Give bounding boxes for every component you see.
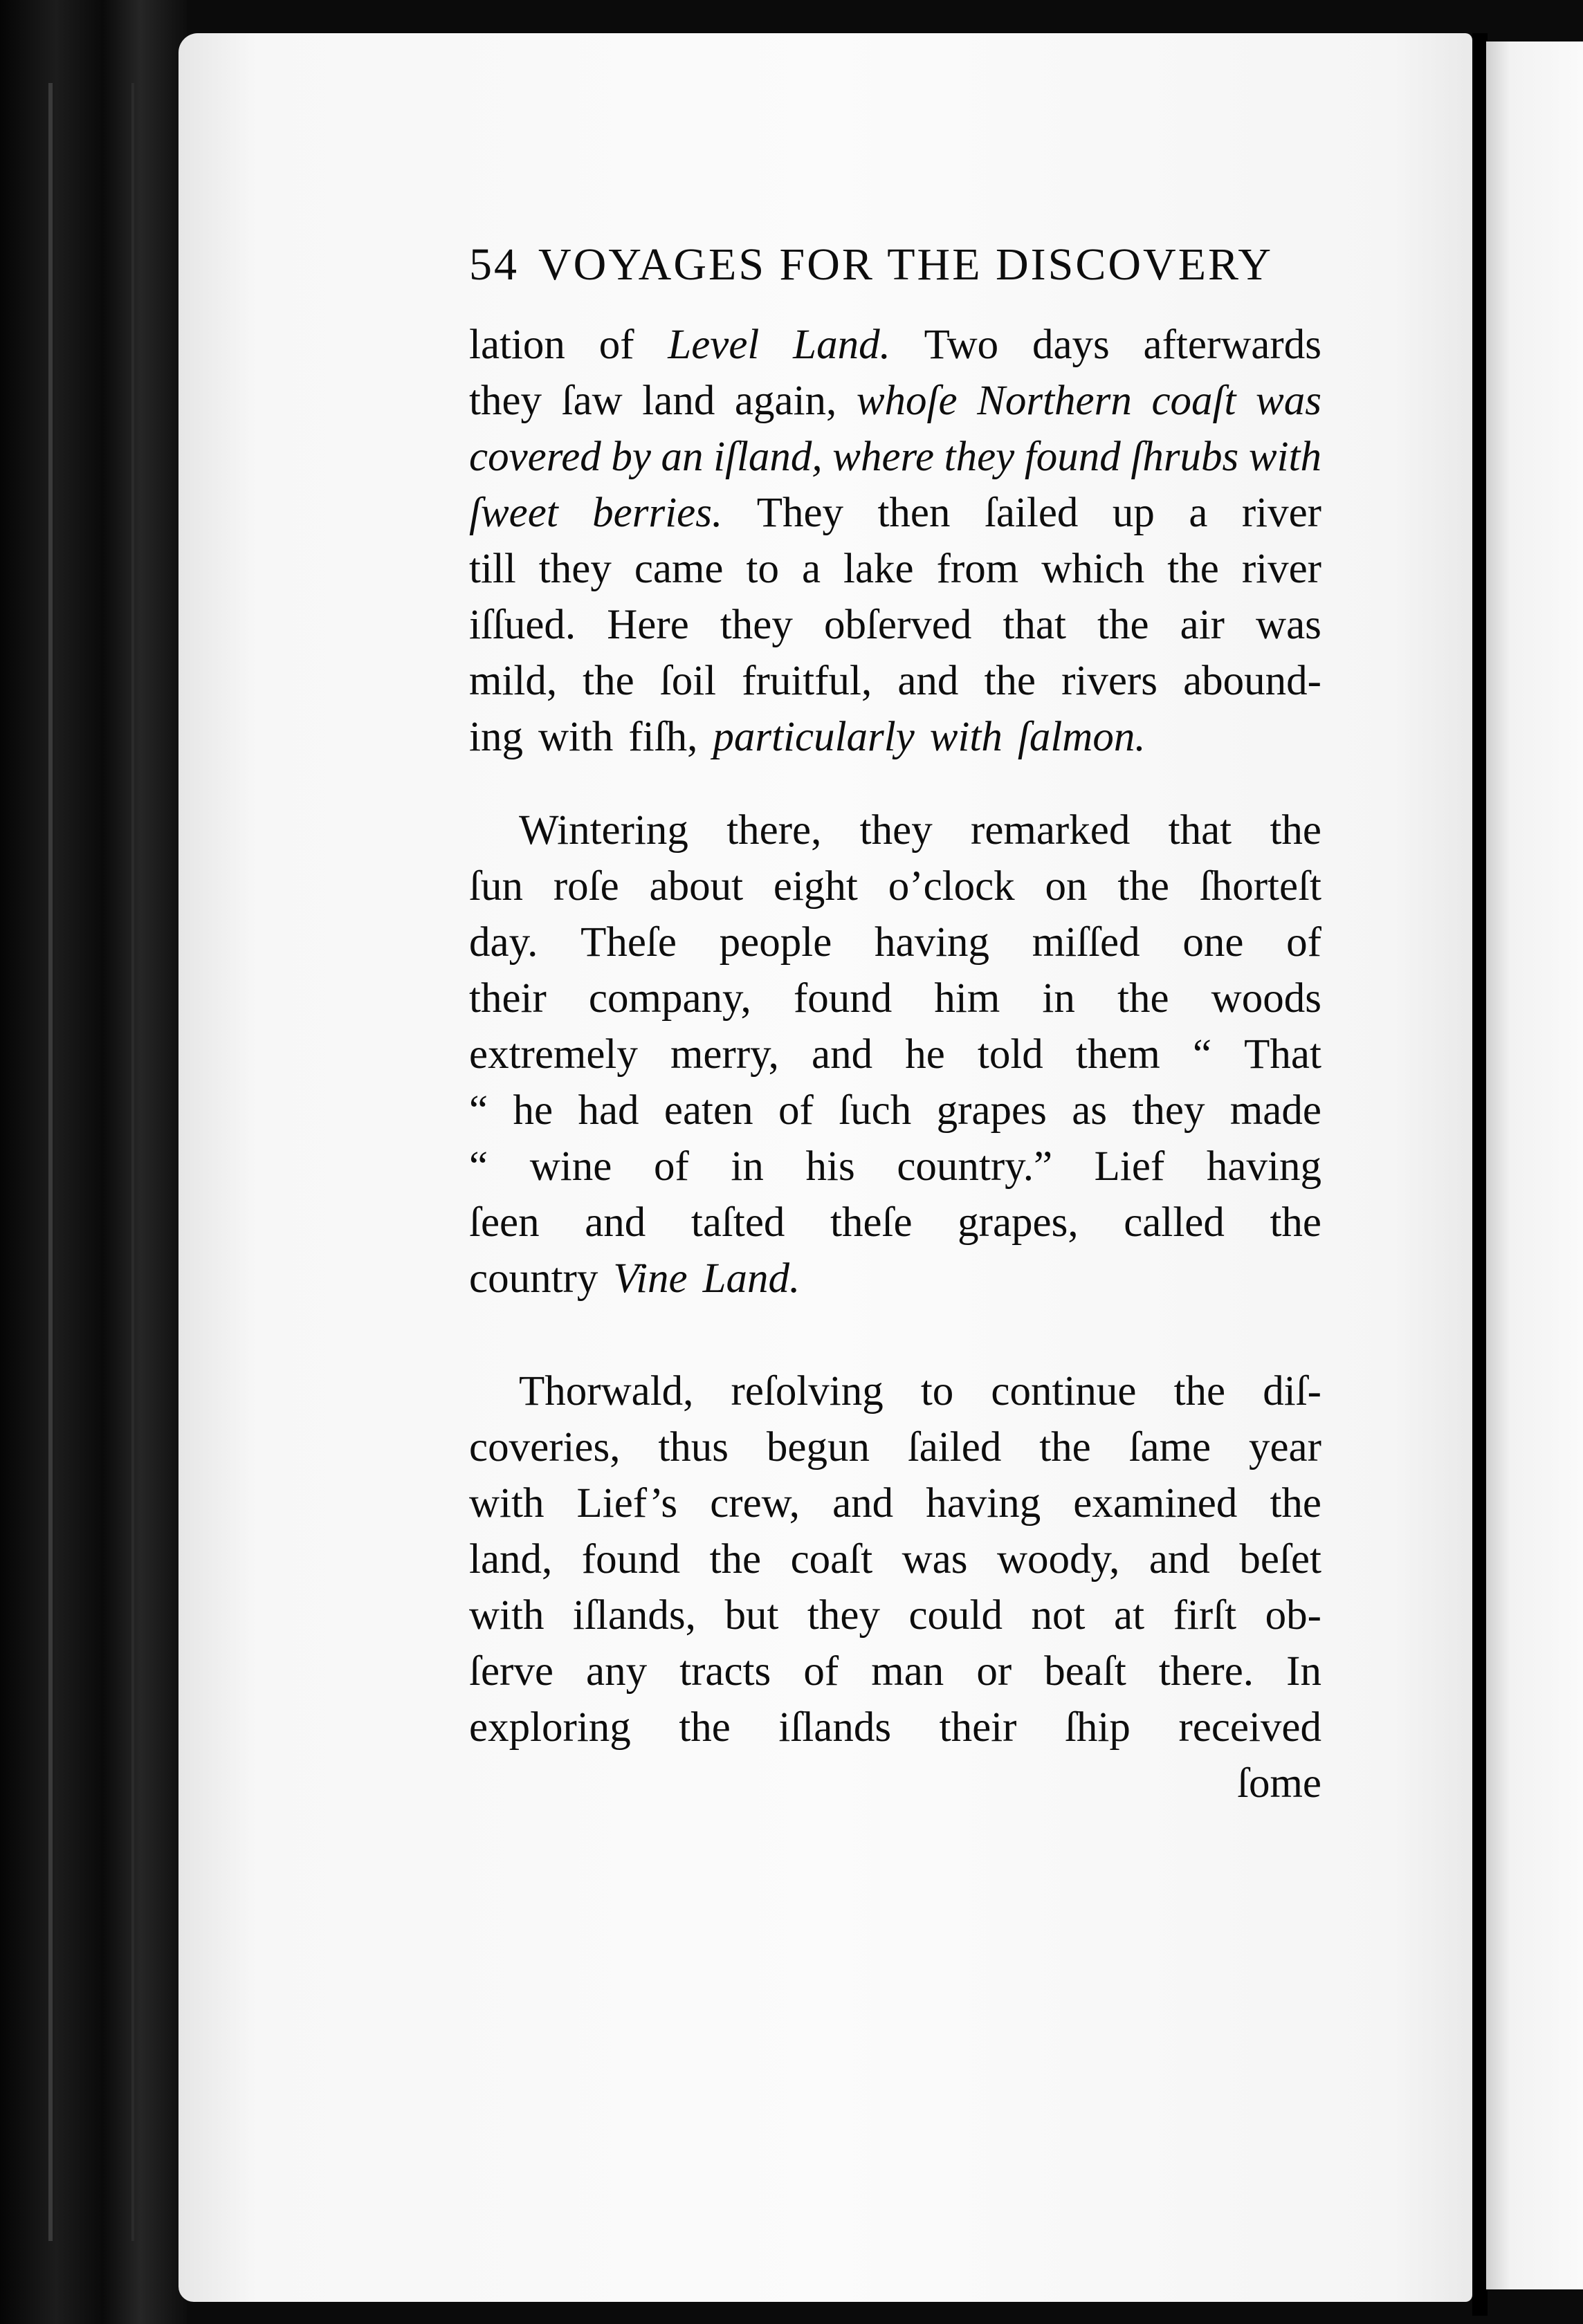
word: ſerve (469, 1648, 553, 1695)
word: wine (529, 1143, 612, 1190)
word: They (756, 490, 844, 536)
word: river (1241, 490, 1321, 536)
text-line (469, 1587, 1321, 1643)
word: year (1248, 1424, 1321, 1470)
italic-word: with (1248, 434, 1321, 480)
italic-word: particularly (713, 714, 915, 760)
word: Lief (1094, 1143, 1165, 1190)
facing-page-edge (1486, 42, 1583, 2289)
italic-word: Vine (613, 1255, 688, 1302)
paragraph (469, 802, 1321, 1307)
text-line (469, 1699, 1321, 1755)
word: ſeen (469, 1199, 540, 1246)
word: grapes (936, 1087, 1047, 1134)
word: company, (588, 975, 751, 1022)
word: of (1286, 919, 1321, 966)
italic-word: coaſt (1151, 378, 1236, 424)
paragraph-gap (469, 1307, 1321, 1363)
text-line (469, 429, 1321, 485)
word: fiſh, (628, 714, 698, 760)
word: Theſe (580, 919, 677, 966)
word: they (720, 602, 793, 648)
word: examined (1073, 1480, 1238, 1527)
word: there. (1158, 1648, 1254, 1695)
word: on (1045, 863, 1088, 910)
word: coaſt (790, 1536, 873, 1583)
word: him (934, 975, 1000, 1022)
word: there, (726, 807, 822, 854)
word: the (709, 1536, 762, 1583)
word: and (897, 658, 959, 704)
word: or (976, 1648, 1012, 1695)
word: came (634, 546, 724, 592)
word: Two (924, 322, 999, 368)
word: they (469, 378, 542, 424)
text-line (469, 1419, 1321, 1475)
word: ſhorteſt (1199, 863, 1321, 910)
word: the (1173, 1368, 1226, 1414)
spine-edge (131, 83, 134, 2241)
word: ſun (469, 863, 523, 910)
word: he (905, 1031, 945, 1078)
word: beſet (1239, 1536, 1321, 1583)
text-line (469, 709, 1321, 765)
word: mild, (469, 658, 558, 704)
word: ing (469, 714, 523, 760)
word: woody, (996, 1536, 1120, 1583)
word: about (649, 863, 744, 910)
word: they (1132, 1087, 1205, 1134)
word: a (801, 546, 821, 592)
word: ſoil (659, 658, 717, 704)
word: exploring (469, 1704, 631, 1751)
word: having (875, 919, 990, 966)
word: but (724, 1592, 779, 1639)
catchword: ſome (1237, 1760, 1321, 1807)
text-line (469, 1251, 1321, 1307)
word: the (1117, 863, 1169, 910)
text-line (469, 1026, 1321, 1082)
word: That (1244, 1031, 1321, 1078)
italic-word: was (1256, 378, 1321, 424)
word: at (1114, 1592, 1145, 1639)
word: eight (773, 863, 858, 910)
word: then (877, 490, 951, 536)
word: their (939, 1704, 1017, 1751)
word: the (984, 658, 1036, 704)
word: the (1270, 807, 1321, 854)
italic-word: they (944, 434, 1015, 480)
word: merry, (670, 1031, 779, 1078)
word: the (583, 658, 634, 704)
word: having (926, 1480, 1041, 1527)
word: firſt (1173, 1592, 1237, 1639)
word: the (1117, 975, 1169, 1022)
word: the (1039, 1424, 1091, 1470)
italic-word: Northern (977, 378, 1132, 424)
italic-word: iſland, (713, 434, 823, 480)
italic-word: berries. (592, 490, 723, 536)
paragraph-gap (469, 765, 1321, 802)
word: they (807, 1592, 880, 1639)
word: of (653, 1143, 689, 1190)
word: up (1112, 490, 1155, 536)
word: coveries, (469, 1424, 621, 1470)
word: made (1229, 1087, 1321, 1134)
italic-word: by (611, 434, 651, 480)
word: thus (658, 1424, 729, 1470)
italic-word: Land. (793, 322, 890, 368)
word: extremely (469, 1031, 638, 1078)
italic-word: ſhrubs (1131, 434, 1239, 480)
word: ſaw (561, 378, 623, 424)
word: told (977, 1031, 1043, 1078)
text-line (469, 1082, 1321, 1138)
italic-word: ſweet (469, 490, 558, 536)
word: In (1286, 1648, 1321, 1695)
word: ſame (1128, 1424, 1211, 1470)
word: afterwards (1143, 322, 1321, 368)
word: day. (469, 919, 538, 966)
text-line (469, 1363, 1321, 1419)
word: people (719, 919, 832, 966)
word: the (679, 1704, 731, 1751)
word: Thorwald, (519, 1368, 694, 1414)
word: woods (1211, 975, 1321, 1022)
catchword-line (469, 1755, 1321, 1811)
word: o’clock (888, 863, 1015, 910)
word: could (908, 1592, 1003, 1639)
word: that (1168, 807, 1232, 854)
word: country (469, 1255, 598, 1302)
word: miſſed (1032, 919, 1140, 966)
word: they (538, 546, 612, 592)
word: lation (469, 322, 565, 368)
spine-edge (48, 83, 53, 2241)
body-text (469, 317, 1321, 1811)
word: again, (734, 378, 837, 424)
italic-word: ſalmon. (1017, 714, 1146, 760)
word: called (1124, 1199, 1225, 1246)
word: obſerved (823, 602, 972, 648)
word: Wintering (519, 807, 688, 854)
word: ſhip (1064, 1704, 1131, 1751)
text-line (469, 1531, 1321, 1587)
word: Lief’s (576, 1480, 678, 1527)
word: of (598, 322, 634, 368)
word: from (936, 546, 1019, 592)
word: the (1270, 1480, 1321, 1527)
italic-word: with (929, 714, 1003, 760)
word: iſlands, (572, 1592, 696, 1639)
word: remarked (971, 807, 1131, 854)
word: man (871, 1648, 944, 1695)
word: the (1097, 602, 1149, 648)
word: iſſued. (469, 602, 576, 648)
italic-word: where (832, 434, 935, 480)
word: with (469, 1480, 545, 1527)
text-line (469, 597, 1321, 653)
text-line (469, 317, 1321, 373)
word: not (1031, 1592, 1086, 1639)
word: with (538, 714, 614, 760)
text-line (469, 485, 1321, 541)
word: having (1206, 1143, 1321, 1190)
word: the (1270, 1199, 1321, 1246)
word: country.” (897, 1143, 1053, 1190)
word: they (859, 807, 933, 854)
word: ob- (1265, 1592, 1321, 1639)
word: his (805, 1143, 855, 1190)
text-line (469, 653, 1321, 709)
word: eaten (664, 1087, 753, 1134)
text-line (469, 802, 1321, 858)
italic-word: found (1024, 434, 1121, 480)
text-line (469, 1475, 1321, 1531)
text-line (469, 914, 1321, 970)
word: and (832, 1480, 894, 1527)
word: which (1041, 546, 1145, 592)
word: of (778, 1087, 814, 1134)
word: reſolving (731, 1368, 884, 1414)
word: abound- (1183, 658, 1321, 704)
text-line (469, 858, 1321, 914)
word: iſlands (778, 1704, 892, 1751)
word: a (1189, 490, 1208, 536)
word: lake (843, 546, 914, 592)
word: tracts (679, 1648, 771, 1695)
italic-word: an (661, 434, 704, 480)
word: found (581, 1536, 681, 1583)
word: in (731, 1143, 764, 1190)
word: air (1180, 602, 1225, 648)
word: he (513, 1087, 553, 1134)
word: till (469, 546, 516, 592)
word: found (793, 975, 893, 1022)
paragraph (469, 1363, 1321, 1755)
text-line (469, 1195, 1321, 1251)
word: any (586, 1648, 648, 1695)
word: diſ- (1263, 1368, 1321, 1414)
word: grapes, (958, 1199, 1079, 1246)
book-spine (0, 0, 187, 2324)
word: ſailed (984, 490, 1079, 536)
word: was (1256, 602, 1321, 648)
word: to (920, 1368, 954, 1414)
page-number: 54 (469, 239, 519, 290)
word: rivers (1061, 658, 1157, 704)
page-gutter (1472, 33, 1488, 2316)
word: was (902, 1536, 968, 1583)
word: and (812, 1031, 873, 1078)
word: of (803, 1648, 839, 1695)
word: land, (469, 1536, 553, 1583)
text-line (469, 1138, 1321, 1195)
word: one (1182, 919, 1244, 966)
word: ſuch (839, 1087, 912, 1134)
word: in (1042, 975, 1075, 1022)
word: days (1032, 322, 1110, 368)
paragraph (469, 317, 1321, 765)
running-title: VOYAGES FOR THE DISCOVERY (538, 239, 1274, 290)
word: beaſt (1044, 1648, 1126, 1695)
word: ſailed (907, 1424, 1002, 1470)
word: river (1241, 546, 1321, 592)
word: their (469, 975, 547, 1022)
word: “ (469, 1143, 488, 1190)
word: to (746, 546, 779, 592)
running-head (469, 239, 1327, 291)
italic-word: covered (469, 434, 601, 480)
word: roſe (553, 863, 619, 910)
text-line (469, 1643, 1321, 1699)
word: taſted (690, 1199, 785, 1246)
word: with (469, 1592, 545, 1639)
italic-word: whoſe (856, 378, 958, 424)
word: and (1149, 1536, 1210, 1583)
word: continue (991, 1368, 1137, 1414)
italic-word: Level (668, 322, 760, 368)
word: had (578, 1087, 639, 1134)
word: the (1167, 546, 1219, 592)
text-line (469, 541, 1321, 597)
word: that (1003, 602, 1066, 648)
word: theſe (830, 1199, 913, 1246)
text-line (469, 373, 1321, 429)
word: them (1075, 1031, 1160, 1078)
word: and (585, 1199, 646, 1246)
word: Here (607, 602, 689, 648)
text-line (469, 970, 1321, 1026)
word: as (1072, 1087, 1108, 1134)
italic-word: Land. (702, 1255, 800, 1302)
word: land (642, 378, 715, 424)
word: “ (469, 1087, 488, 1134)
word: received (1178, 1704, 1321, 1751)
word: “ (1192, 1031, 1212, 1078)
word: crew, (710, 1480, 800, 1527)
word: begun (766, 1424, 870, 1470)
word: fruitful, (742, 658, 872, 704)
